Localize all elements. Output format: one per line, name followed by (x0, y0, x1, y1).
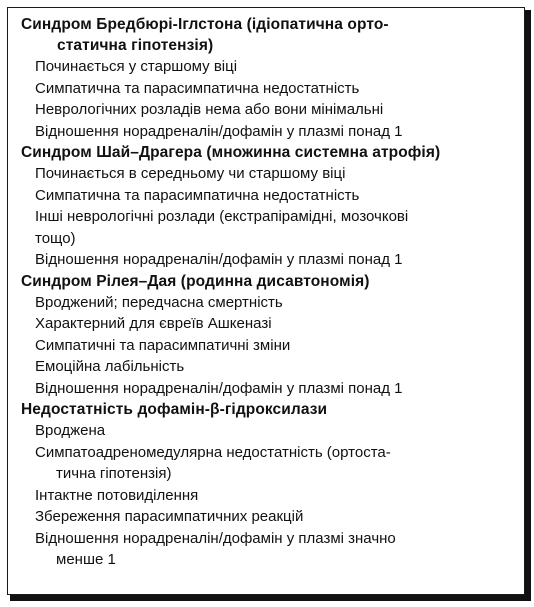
list-item: Симпатичні та парасимпатичні зміни (35, 336, 291, 354)
section-shy-drager (21, 142, 516, 271)
list-item-line2: менше 1 (56, 551, 116, 568)
section-title: Недостатність дофамін-β-гідроксилази (21, 401, 328, 418)
list-item: Вроджена (35, 422, 106, 439)
list-item: Характерний для євреїв Ашкеназі (35, 315, 272, 332)
section-title-line2: статична гіпотензія) (57, 37, 214, 54)
list-item: Вроджений; передчасна смертність (35, 293, 283, 311)
frame-shadow-bottom (10, 595, 531, 601)
list-item-multiline (21, 206, 516, 249)
syndrome-table-content (21, 14, 516, 571)
list-item-line2: тощо) (35, 229, 76, 247)
list-item: Симпатична та парасимпатична недостатність (35, 79, 360, 97)
list-item-line1: Інші неврологічні розлади (екстрапірамідні, мозочкові (35, 208, 409, 225)
section-title: Синдром Рілея–Дая (родинна дисавтономія) (21, 272, 370, 290)
list-item: Починається у старшому віці (35, 58, 238, 75)
section-title-line1: Синдром Бредбюрі-Іглстона (ідіопатична орто- (21, 16, 389, 33)
list-item-multiline (21, 442, 516, 485)
list-item: Емоційна лабільність (35, 358, 185, 375)
list-item-line1: Відношення норадреналін/дофамін у плазмі значно (35, 529, 396, 547)
section-dbh-deficiency (21, 399, 516, 571)
list-item-multiline (21, 528, 516, 571)
list-item-line1: Симпатоадреномедулярна недостатність (ортоста- (35, 443, 391, 461)
list-item: Відношення норадреналін/дофамін у плазмі понад 1 (35, 122, 403, 140)
list-item: Інтактне потовиділення (35, 486, 199, 504)
list-item: Відношення норадреналін/дофамін у плазмі понад 1 (35, 379, 403, 397)
section-bradbury-eggleston (21, 14, 516, 142)
list-item: Відношення норадреналін/дофамін у плазмі понад 1 (35, 251, 403, 268)
section-title (21, 14, 516, 56)
list-item: Симпатична та парасимпатична недостатність (35, 186, 360, 204)
list-item: Неврологічних розладів нема або вони мінімальні (35, 101, 384, 118)
list-item: Починається в середньому чи старшому віці (35, 165, 346, 182)
section-title: Синдром Шай–Драгера (множинна системна атрофія) (21, 144, 441, 161)
frame-shadow-right (525, 10, 531, 601)
list-item: Збереження парасимпатичних реакцій (35, 508, 304, 525)
list-item-line2: тична гіпотензія) (56, 465, 172, 482)
section-riley-day (21, 271, 516, 400)
